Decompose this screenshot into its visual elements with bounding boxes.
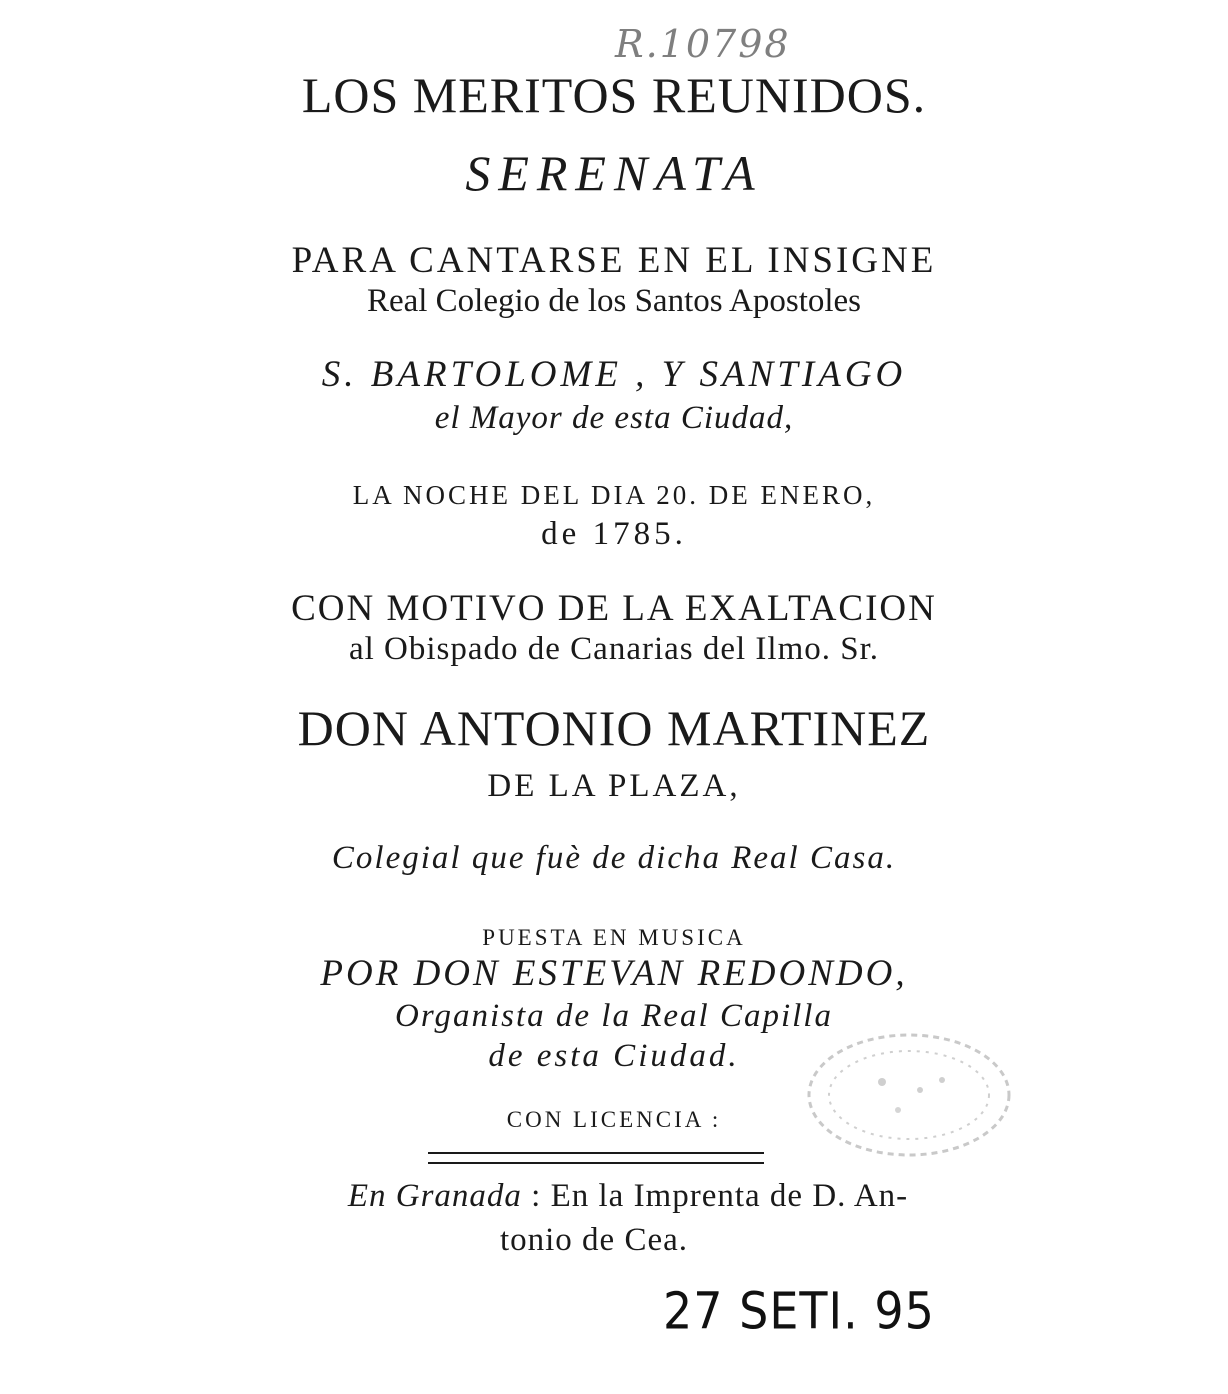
motive-line-2: al Obispado de Canarias del Ilmo. Sr.	[348, 631, 880, 667]
imprint-place: En Granada	[347, 1178, 522, 1214]
city-line: el Mayor de esta Ciudad,	[434, 400, 794, 436]
imprint-line-1-rest	[522, 1178, 531, 1214]
music-intro: PUESTA EN MUSICA	[482, 925, 746, 950]
honoree-name-2: DE LA PLAZA,	[487, 768, 741, 804]
date-stamp: 27 SETI. 95	[663, 1281, 935, 1341]
honoree-note: Colegial que fuè de dicha Real Casa.	[331, 840, 897, 876]
library-stamp-icon	[802, 1020, 1017, 1170]
motive-line-1: CON MOTIVO DE LA EXALTACION	[291, 588, 937, 629]
occasion-line-2: Real Colegio de los Santos Apostoles	[366, 283, 862, 319]
saints-line: S. BARTOLOME , Y SANTIAGO	[321, 354, 907, 395]
imprint-line-2: tonio de Cea.	[499, 1222, 689, 1258]
handwritten-shelfmark: R.10798	[615, 22, 791, 66]
composer-role-2: de esta Ciudad.	[488, 1038, 740, 1074]
title: LOS MERITOS REUNIDOS.	[301, 67, 927, 123]
date-line-2: de 1785.	[541, 516, 687, 552]
occasion-line-1: PARA CANTARSE EN EL INSIGNE	[291, 240, 937, 281]
imprint-printer: : En la Imprenta de D. An-	[531, 1178, 909, 1214]
divider-rule-bottom	[428, 1162, 764, 1164]
divider-rule-top	[428, 1152, 764, 1154]
date-line-1: LA NOCHE DEL DIA 20. DE ENERO,	[352, 480, 876, 510]
honoree-name: DON ANTONIO MARTINEZ	[297, 700, 931, 756]
imprint-line-1	[14, 1180, 1228, 1213]
composer-line: POR DON ESTEVAN REDONDO,	[320, 953, 908, 994]
license-line: CON LICENCIA :	[506, 1107, 722, 1132]
composer-role-1: Organista de la Real Capilla	[395, 998, 833, 1034]
genre-heading: SERENATA	[465, 145, 763, 201]
